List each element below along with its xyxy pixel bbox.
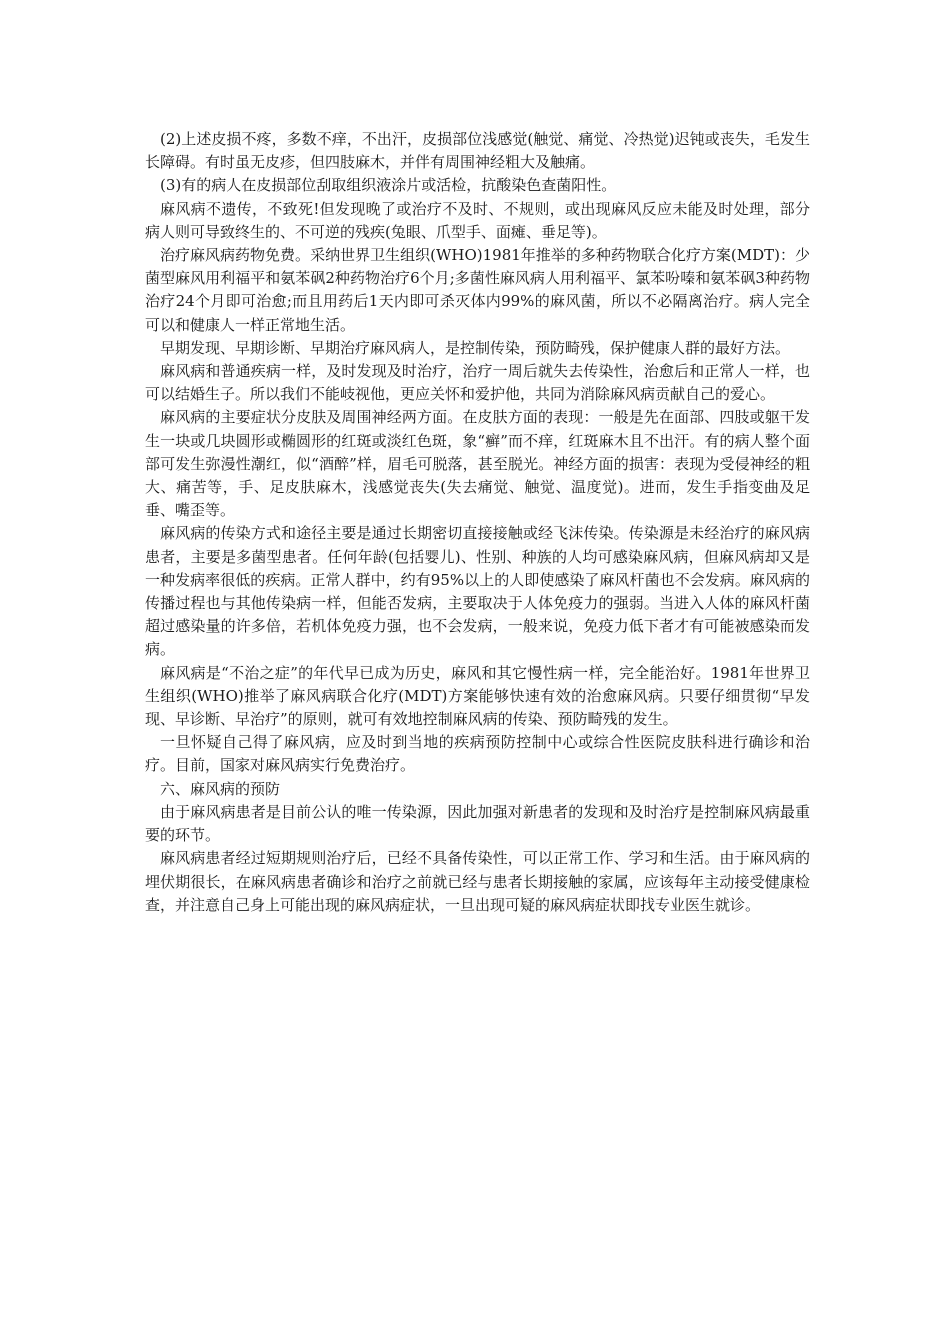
paragraph-early-detection: 早期发现、早期诊断、早期治疗麻风病人，是控制传染，预防畸残，保护健康人群的最好方法。: [160, 338, 791, 357]
paragraph-seek-diagnosis: 一旦怀疑自己得了麻风病，应及时到当地的疾病预防控制中心或综合性医院皮肤科进行确诊和治疗。目前，国家对麻风病实行免费治疗。: [145, 733, 810, 775]
paragraph-symptom-3: (3)有的病人在皮损部位刮取组织液涂片或活检，抗酸染色查菌阳性。: [160, 176, 617, 195]
paragraph-prevention-checkup: 麻风病患者经过短期规则治疗后，已经不具备传染性，可以正常工作、学习和生活。由于麻风病的埋伏期很长，在麻风病患者确诊和治疗之前就已经与患者长期接触的家属，应该每年主动接受健康检查，并注意自己身上可能出现的麻风病症状，一旦出现可疑的麻风病症状即找专业医生就诊。: [145, 849, 810, 914]
section-heading-prevention: 六、麻风病的预防: [160, 779, 281, 798]
document-body: [145, 128, 810, 917]
paragraph-like-common-disease: 麻风病和普通疾病一样，及时发现及时治疗，治疗一周后就失去传染性，治愈后和正常人一样，也可以结婚生子。所以我们不能岐视他，更应关怀和爱护他，共同为消除麻风病贡献自己的爱心。: [145, 362, 810, 404]
paragraph-symptom-2: (2)上述皮损不疼，多数不痒，不出汗，皮损部位浅感觉(触觉、痛觉、冷热觉)迟钝或丧失，毛发生长障碍。有时虽无皮疹，但四肢麻木，并伴有周围神经粗大及触痛。: [145, 130, 810, 172]
paragraph-transmission: 麻风病的传染方式和途径主要是通过长期密切直接接触或经飞沫传染。传染源是未经治疗的麻风病患者，主要是多菌型患者。任何年龄(包括婴儿)、性别、种族的人均可感染麻风病，但麻风病却又是一种发病率很低的疾病。正常人群中，约有95%以上的人即使感染了麻风杆菌也不会发病。麻风病的传播过程也与其他传染病一样，但能否发病，主要取决于人体免疫力的强弱。当进入人体的麻风杆菌超过感染量的许多倍，若机体免疫力强，也不会发病，一般来说，免疫力低下者才有可能被感染而发病。: [145, 524, 810, 659]
paragraph-main-symptoms: 麻风病的主要症状分皮肤及周围神经两方面。在皮肤方面的表现：一般是先在面部、四肢或躯干发生一块或几块圆形或椭圆形的红斑或淡红色斑，象“癣”而不痒，红斑麻木且不出汗。有的病人整个面部可发生弥漫性潮红，似“酒醉”样，眉毛可脱落，甚至脱光。神经方面的损害：表现为受侵神经的粗大、痛苦等，手、足皮肤麻木，浅感觉丧失(失去痛觉、触觉、温度觉)。进而，发生手指变曲及足垂、嘴歪等。: [145, 408, 810, 520]
paragraph-curable: 麻风病是“不治之症”的年代早已成为历史，麻风和其它慢性病一样，完全能治好。1981年世界卫生组织(WHO)推举了麻风病联合化疗(MDT)方案能够快速有效的治愈麻风病。只要仔细贯彻“早发现、早诊断、早治疗”的原则，就可有效地控制麻风病的传染、预防畸残的发生。: [145, 663, 810, 729]
paragraph-free-treatment: 治疗麻风病药物免费。采纳世界卫生组织(WHO)1981年推举的多种药物联合化疗方案(MDT)：少菌型麻风用利福平和氨苯砜2种药物治疗6个月;多菌性麻风病人用利福平、氯苯吩嗪和氨苯砜3种药物治疗24个月即可治愈;而且用药后1天内即可杀灭体内99%的麻风菌，所以不必隔离治疗。病人完全可以和健康人一样正常地生活。: [145, 246, 810, 334]
paragraph-prevention-source: 由于麻风病患者是目前公认的唯一传染源，因此加强对新患者的发现和及时治疗是控制麻风病最重要的环节。: [145, 802, 810, 845]
paragraph-not-hereditary: 麻风病不遗传，不致死!但发现晚了或治疗不及时、不规则，或出现麻风反应未能及时处理，部分病人则可导致终生的、不可逆的残疾(兔眼、爪型手、面瘫、垂足等)。: [145, 199, 810, 241]
